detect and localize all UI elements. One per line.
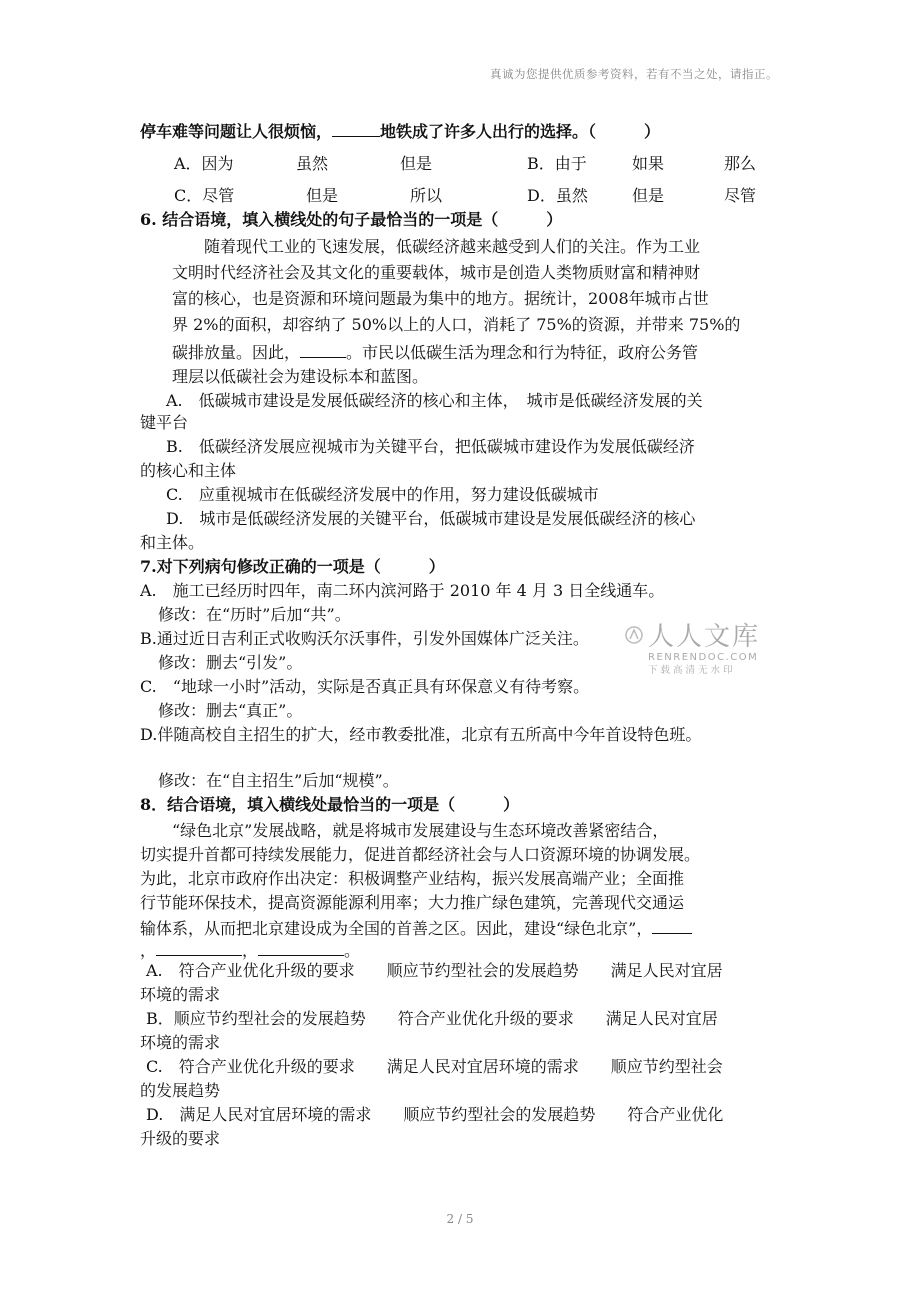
q6-option-b-line2: 的核心和主体	[140, 461, 237, 480]
q8-option-a-line1: A. 符合产业优化升级的要求 顺应节约型社会的发展趋势 满足人民对宜居	[146, 961, 723, 980]
q6-option-a-line1: A. 低碳城市建设是发展低碳经济的核心和主体， 城市是低碳经济发展的关	[166, 391, 703, 410]
q6-passage-line5	[172, 341, 698, 363]
q5-option-d: D．虽然	[527, 186, 588, 205]
q6-option-c: C. 应重视城市在低碳经济发展中的作用，努力建设低碳城市	[166, 485, 599, 504]
q5-stem-part1: 停车难等问题让人很烦恼，	[140, 122, 333, 141]
q7-option-a: A. 施工已经历时四年，南二环内滨河路于 2010 年 4 月 3 日全线通车。	[140, 581, 665, 600]
q8-blank-3	[258, 939, 344, 956]
q8-option-c-line1: C. 符合产业优化升级的要求 满足人民对宜居环境的需求 顺应节约型社会	[146, 1057, 723, 1076]
q7-option-c-fix: 修改：删去“真正”。	[158, 701, 303, 720]
watermark-logo-icon	[624, 625, 644, 645]
q8-passage-line5	[140, 917, 692, 939]
q5-option-d-word2: 但是	[632, 186, 665, 205]
q6-option-d-line1: D. 城市是低碳经济发展的关键平台，低碳城市建设是发展低碳经济的核心	[166, 509, 696, 528]
q5-option-c: C．尽管	[174, 186, 235, 205]
q8-option-b-line2: 环境的需求	[140, 1033, 221, 1052]
q5-option-a-word3: 但是	[400, 154, 433, 173]
q5-option-a: A．因为	[174, 154, 234, 173]
page-number: 2 / 5	[446, 1212, 474, 1226]
q5-option-b-word3: 那么	[724, 154, 757, 173]
q7-option-b-fix: 修改：删去“引发”。	[158, 653, 303, 672]
q8-blank-1	[652, 917, 692, 934]
q8-blank-2	[156, 939, 242, 956]
q8-option-c-line2: 的发展趋势	[140, 1081, 221, 1100]
q8-passage-line4: 行节能环保技术，提高资源能源利用率；大力推广绿色建筑，完善现代交通运	[140, 893, 685, 912]
q6-passage-line4: 界 2%的面积，却容纳了 50%以上的人口，消耗了 75%的资源，并带来 75%的	[172, 315, 741, 334]
q8-passage-line1: “绿色北京”发展战略，就是将城市发展建设与生态环境改善紧密结合，	[172, 821, 669, 840]
q8-option-b-line1: B．顺应节约型社会的发展趋势 符合产业优化升级的要求 满足人民对宜居	[146, 1009, 718, 1028]
q6-passage-line3: 富的核心，也是资源和环境问题最为集中的地方。据统计，2008年城市占世	[172, 289, 709, 308]
q5-option-b-word2: 如果	[632, 154, 665, 173]
q7-option-d: D.伴随高校自主招生的扩大，经市教委批准，北京有五所高中今年首设特色班。	[140, 725, 702, 744]
q6-passage-line1: 随着现代工业的飞速发展，低碳经济越来越受到人们的关注。作为工业	[204, 237, 701, 256]
q8-title: 8．结合语境，填入横线处最恰当的一项是（ ）	[140, 795, 520, 814]
q8-passage-line6	[140, 939, 360, 961]
watermark-title: 人人文库	[648, 622, 761, 652]
q5-option-a-word2: 虽然	[296, 154, 329, 173]
q8-separator-2: ，	[242, 941, 259, 960]
q7-option-d-fix: 修改：在“自主招生”后加“规模”。	[158, 771, 399, 790]
q5-blank	[332, 120, 380, 137]
q7-option-a-fix: 修改：在“历时”后加“共”。	[158, 605, 351, 624]
q5-option-b: B．由于	[527, 154, 587, 173]
q6-option-a-line2: 键平台	[140, 413, 189, 432]
q8-option-d-line1: D. 满足人民对宜居环境的需求 顺应节约型社会的发展趋势 符合产业优化	[146, 1105, 724, 1124]
q5-option-d-word3: 尽管	[724, 186, 757, 205]
q8-option-a-line2: 环境的需求	[140, 985, 221, 1004]
q7-option-b: B.通过近日吉利正式收购沃尔沃事件，引发外国媒体广泛关注。	[140, 629, 589, 648]
q6-passage-line2: 文明时代经济社会及其文化的重要载体，城市是创造人类物质财富和精神财	[172, 263, 701, 282]
q5-stem-part2: 地铁成了许多人出行的选择。（ ）	[380, 122, 661, 141]
q6-title: 6. 结合语境，填入横线处的句子最恰当的一项是（ ）	[140, 210, 563, 229]
watermark-slogan: 下载高清无水印	[648, 665, 736, 676]
q5-option-c-word2: 但是	[306, 186, 339, 205]
q8-passage-line3: 为此，北京市政府作出决定：积极调整产业结构，振兴发展高端产业；全面推	[140, 869, 685, 888]
q6-passage-line5-part2: 。市民以低碳生活为理念和行为特征，政府公务管	[346, 343, 699, 362]
q6-passage-line5-part1: 碳排放量。因此，	[172, 343, 301, 362]
page-header-note: 真诚为您提供优质参考资料，若有不当之处，请指正。	[490, 67, 778, 81]
q7-option-c: C. “地球一小时”活动，实际是否真正具有环保意义有待考察。	[140, 677, 590, 696]
q6-passage-line6: 理层以低碳社会为建设标本和蓝图。	[172, 367, 429, 386]
q6-option-b-line1: B. 低碳经济发展应视城市为关键平台，把低碳城市建设作为发展低碳经济	[166, 437, 695, 456]
watermark-domain: RENRENDOC.COM	[648, 652, 759, 663]
q7-title: 7.对下列病句修改正确的一项是（ ）	[140, 557, 445, 576]
q6-option-d-line2: 和主体。	[140, 533, 205, 552]
q6-blank	[300, 341, 346, 358]
q5-stem	[140, 120, 660, 142]
q8-line-end: 。	[344, 941, 361, 960]
q8-passage-line5-text: 输体系，从而把北京建设成为全国的首善之区。因此，建设“绿色北京”，	[140, 919, 653, 938]
q8-option-d-line2: 升级的要求	[140, 1129, 221, 1148]
watermark	[648, 623, 778, 677]
q8-passage-line2: 切实提升首都可持续发展能力，促进首都经济社会与人口资源环境的协调发展。	[140, 845, 701, 864]
q8-separator-1: ，	[140, 941, 157, 960]
q5-option-c-word3: 所以	[410, 186, 443, 205]
